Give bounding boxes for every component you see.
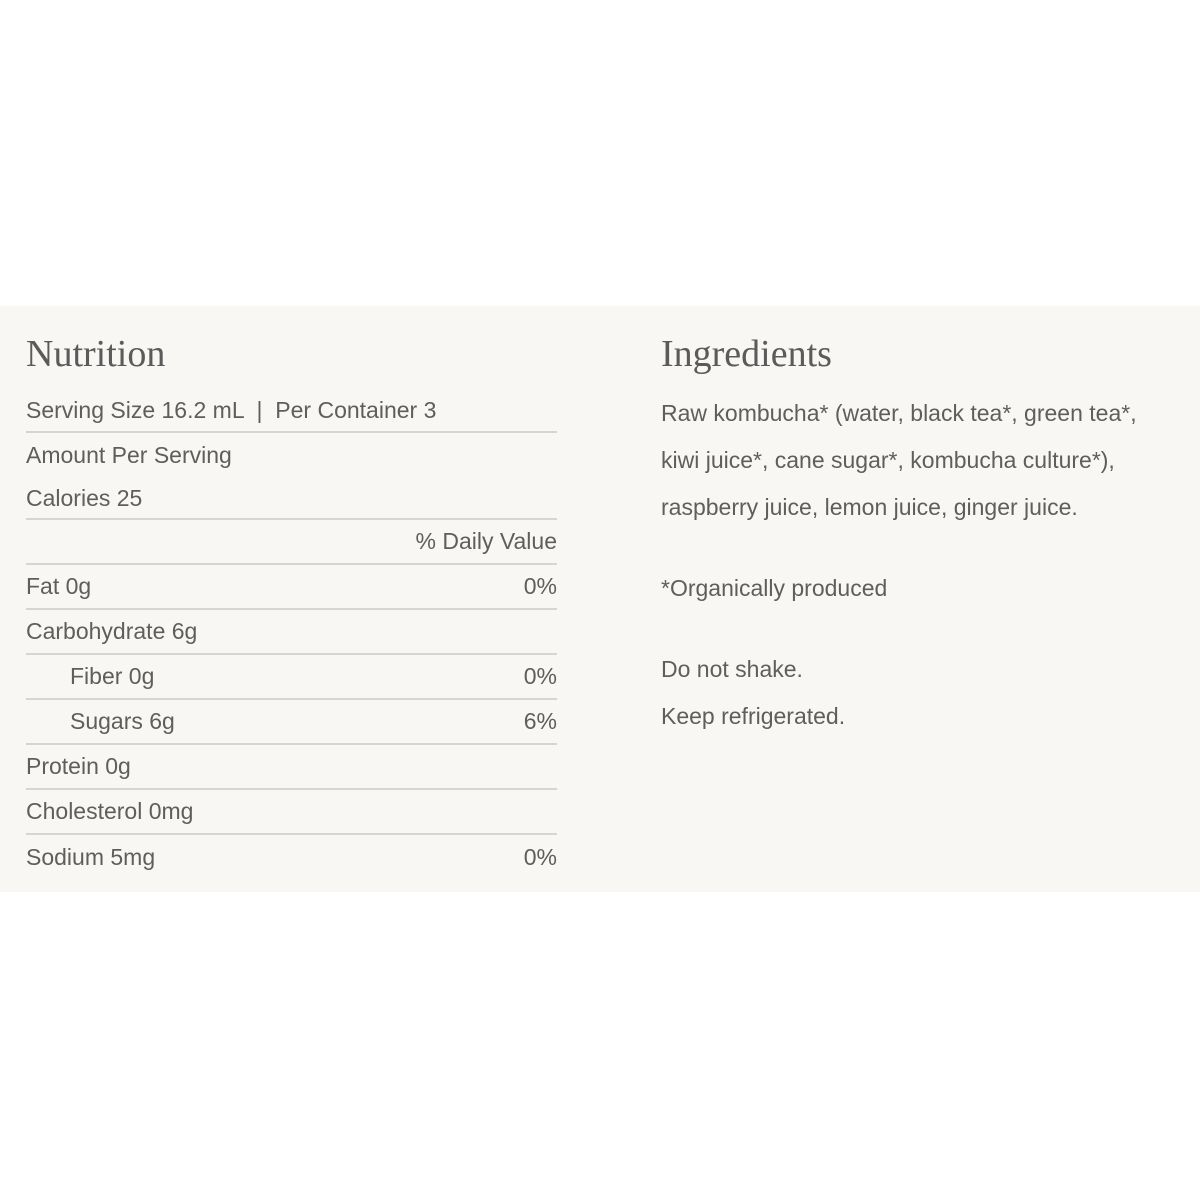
nutrient-label: Sugars 6g [70, 708, 175, 734]
nutrient-value: 0% [523, 663, 557, 689]
product-info-panel [0, 306, 1200, 892]
ingredients-line: Raw kombucha* (water, black tea*, green tea*, [661, 400, 1137, 426]
nutrient-label: Protein 0g [26, 753, 131, 779]
nutrient-row-sugars [26, 700, 557, 745]
instruction-text: Keep refrigerated. [661, 703, 846, 729]
nutrient-row-carbohydrate [26, 610, 557, 655]
nutrient-label: Cholesterol 0mg [26, 798, 194, 824]
nutrient-value: 0% [523, 573, 557, 599]
nutrient-label: Carbohydrate 6g [26, 618, 198, 644]
nutrient-row-fat [26, 565, 557, 610]
nutrient-label: Sodium 5mg [26, 844, 156, 870]
nutrition-heading: Nutrition [26, 333, 166, 375]
nutrient-value: 6% [523, 708, 557, 734]
amount-per-serving-label: Amount Per Serving [26, 442, 232, 468]
nutrient-label: Fat 0g [26, 573, 92, 599]
calories-row [26, 478, 557, 520]
nutrient-label: Fiber 0g [70, 663, 155, 689]
nutrient-row-fiber [26, 655, 557, 700]
nutrition-table [26, 390, 557, 880]
daily-value-header [26, 520, 557, 565]
nutrient-row-protein [26, 745, 557, 790]
serving-text: Serving Size 16.2 mL | Per Container 3 [26, 397, 437, 423]
ingredients-heading: Ingredients [661, 333, 832, 375]
ingredients-section [661, 390, 1191, 740]
nutrient-row-sodium [26, 835, 557, 880]
ingredients-list [661, 390, 1191, 531]
serving-info [26, 390, 557, 433]
nutrient-row-cholesterol [26, 790, 557, 835]
daily-value-label: % Daily Value [415, 528, 557, 554]
organic-note: *Organically produced [661, 575, 888, 601]
ingredients-line: raspberry juice, lemon juice, ginger juice. [661, 494, 1078, 520]
ingredients-line: kiwi juice*, cane sugar*, kombucha culture*), [661, 447, 1115, 473]
amount-per-serving [26, 433, 557, 478]
calories-label: Calories 25 [26, 484, 143, 511]
instruction-text: Do not shake. [661, 656, 803, 682]
nutrient-value: 0% [523, 844, 557, 870]
